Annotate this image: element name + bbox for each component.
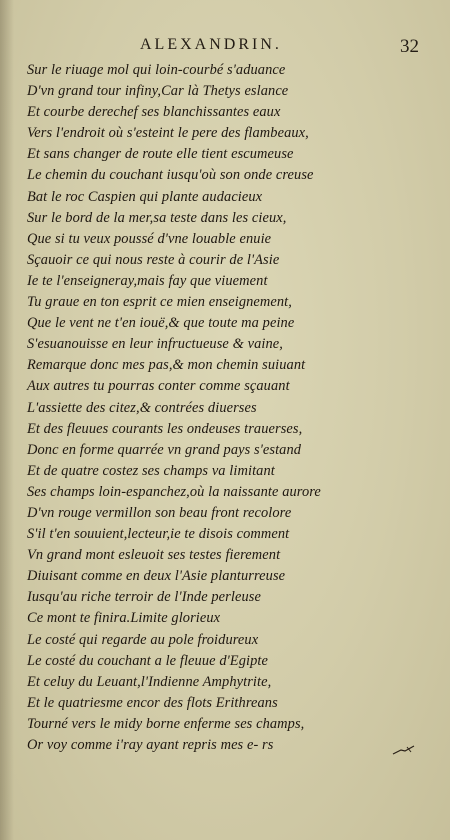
verse-line: Remarque donc mes pas,& mon chemin suiuant xyxy=(27,357,306,374)
running-head xyxy=(0,36,450,58)
verse-line: Et courbe derechef ses blanchissantes eaux xyxy=(27,104,281,121)
verse-line: Et de quatre costez ses champs va limitant xyxy=(27,462,275,479)
verse-line: Tourné vers le midy borne enferme ses champs, xyxy=(27,715,305,732)
verse-line: Tu graue en ton esprit ce mien enseignement, xyxy=(27,294,292,311)
verse-line: Donc en forme quarrée vn grand pays s'estand xyxy=(27,441,302,458)
verse-line: Ie te l'enseigneray,mais fay que viuement xyxy=(27,272,268,289)
verse-line: Et des fleuues courants les ondeuses trauerses, xyxy=(27,420,303,437)
verse-line: Sur le riuage mol qui loin-courbé s'aduance xyxy=(27,62,286,78)
verse-line: Iusqu'au riche terroir de l'Inde perleuse xyxy=(27,589,261,606)
page-number: 32 xyxy=(400,36,419,57)
verse-line: Ce mont te finira.Limite glorieux xyxy=(27,610,221,627)
verse-block xyxy=(27,60,437,756)
running-title: ALEXANDRIN. xyxy=(140,36,282,53)
verse-line: Sçauoir ce qui nous reste à courir de l'Asie xyxy=(27,251,280,268)
verse-line: Vn grand mont esleuoit ses testes fierement xyxy=(27,547,281,564)
verse-line: Que si tu veux poussé d'vne louable enuie xyxy=(27,230,272,247)
gutter-shadow xyxy=(0,0,14,840)
verse-line: Or voy comme i'ray ayant repris mes e- rs xyxy=(27,737,274,753)
verse-line: Sur le bord de la mer,sa teste dans les cieux, xyxy=(27,209,287,226)
verse-line: Le chemin du couchant iusqu'où son onde creuse xyxy=(27,167,314,184)
verse-line: D'vn rouge vermillon son beau front recolore xyxy=(27,504,292,521)
verse-line: Et le quatriesme encor des flots Erithreans xyxy=(27,694,278,711)
verse-line: Le costé qui regarde au pole froidureux xyxy=(27,631,259,648)
verse-line: Aux autres tu pourras conter comme sçauant xyxy=(27,378,290,395)
printer-flourish-icon xyxy=(392,744,416,756)
verse-line: D'vn grand tour infiny,Car là Thetys eslance xyxy=(27,83,289,100)
verse-line: L'assiette des citez,& contrées diuerses xyxy=(27,399,257,416)
verse-line: Que le vent ne t'en iouë,& que toute ma peine xyxy=(27,315,295,332)
verse-line: Vers l'endroit où s'esteint le pere des flambeaux, xyxy=(27,125,309,142)
verse-line: Et sans changer de route elle tient escumeuse xyxy=(27,146,294,163)
verse-line: S'il t'en souuient,lecteur,ie te disois comment xyxy=(27,526,290,543)
verse-line: Ses champs loin-espanchez,où la naissante aurore xyxy=(27,483,321,500)
verse-line: Bat le roc Caspien qui plante audacieux xyxy=(27,188,263,205)
verse-line: S'esuanouisse en leur infructueuse & vaine, xyxy=(27,336,283,353)
verse-line: Le costé du couchant a le fleuue d'Egipte xyxy=(27,652,268,669)
verse-line: Et celuy du Leuant,l'Indienne Amphytrite, xyxy=(27,673,272,690)
verse-line: Diuisant comme en deux l'Asie planturreuse xyxy=(27,568,286,585)
